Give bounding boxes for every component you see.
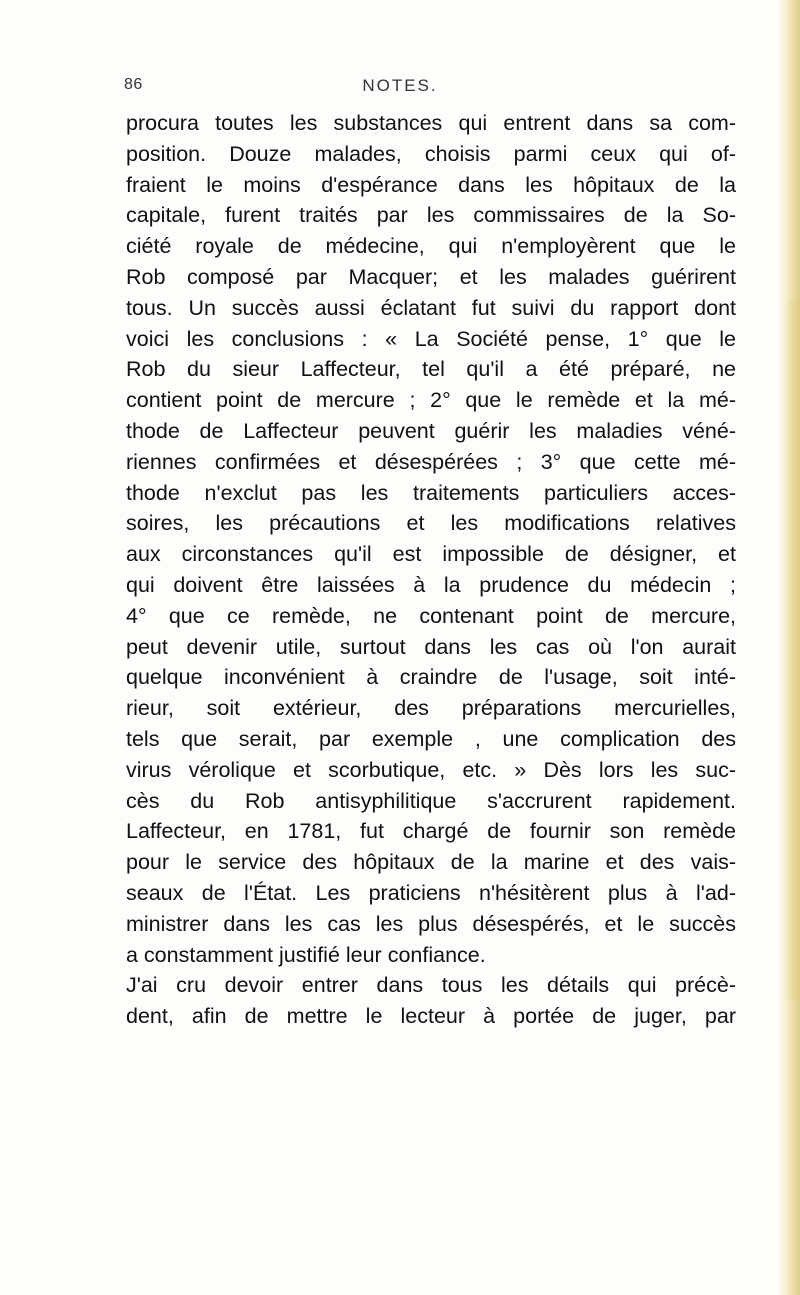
- text-line: 4° que ce remède, ne contenant point de mercure,: [126, 603, 736, 628]
- text-line: voici les conclusions : « La Société pense, 1° que le: [126, 326, 736, 351]
- text-line: capitale, furent traités par les commissaires de la So-: [126, 203, 736, 228]
- text-line: pour le service des hôpitaux de la marine et des vais-: [126, 850, 736, 875]
- text-line: aux circonstances qu'il est impossible de désigner, et: [126, 542, 736, 567]
- text-line: Laffecteur, en 1781, fut chargé de fournir son remède: [126, 819, 736, 844]
- text-line: a constamment justifié leur confiance.: [126, 942, 486, 967]
- text-line: peut devenir utile, surtout dans les cas où l'on aurait: [126, 634, 736, 659]
- text-line: rieur, soit extérieur, des préparations mercurielles,: [126, 696, 736, 721]
- text-line: thode de Laffecteur peuvent guérir les maladies véné-: [126, 418, 736, 443]
- running-title: NOTES.: [362, 76, 438, 95]
- text-line: Rob du sieur Laffecteur, tel qu'il a été préparé, ne: [126, 357, 736, 382]
- text-line: tels que serait, par exemple , une complication des: [126, 726, 736, 751]
- text-line: cès du Rob antisyphilitique s'accrurent rapidement.: [126, 788, 736, 813]
- text-line: tous. Un succès aussi éclatant fut suivi du rapport dont: [126, 295, 736, 320]
- text-line: contient point de mercure ; 2° que le remède et la mé-: [126, 388, 736, 413]
- text-line: thode n'exclut pas les traitements particuliers acces-: [126, 480, 736, 505]
- text-line: riennes confirmées et désespérées ; 3° que cette mé-: [126, 449, 736, 474]
- text-line: ministrer dans les cas les plus désespérés, et le succès: [126, 911, 736, 936]
- text-line: seaux de l'État. Les praticiens n'hésitèrent plus à l'ad-: [126, 880, 736, 905]
- text-line: soires, les précautions et les modifications relatives: [126, 511, 736, 536]
- text-line: position. Douze malades, choisis parmi ceux qui of-: [126, 141, 736, 166]
- text-line: Rob composé par Macquer; et les malades guérirent: [126, 264, 736, 289]
- body-text: [126, 108, 736, 1032]
- text-line: fraient le moins d'espérance dans les hôpitaux de la: [126, 172, 736, 197]
- page-number: 86: [124, 76, 143, 93]
- text-line: dent, afin de mettre le lecteur à portée de juger, par: [126, 1004, 736, 1029]
- page-edge-stain-lower: [786, 300, 800, 1000]
- text-line: ciété royale de médecine, qui n'employèrent que le: [126, 234, 736, 259]
- text-line: quelque inconvénient à craindre de l'usage, soit inté-: [126, 665, 736, 690]
- text-line: procura toutes les substances qui entrent dans sa com-: [126, 111, 736, 135]
- text-line: J'ai cru devoir entrer dans tous les détails qui précè-: [126, 973, 736, 998]
- text-line: qui doivent être laissées à la prudence du médecin ;: [126, 572, 736, 597]
- text-line: virus vérolique et scorbutique, etc. » Dès lors les suc-: [126, 757, 736, 782]
